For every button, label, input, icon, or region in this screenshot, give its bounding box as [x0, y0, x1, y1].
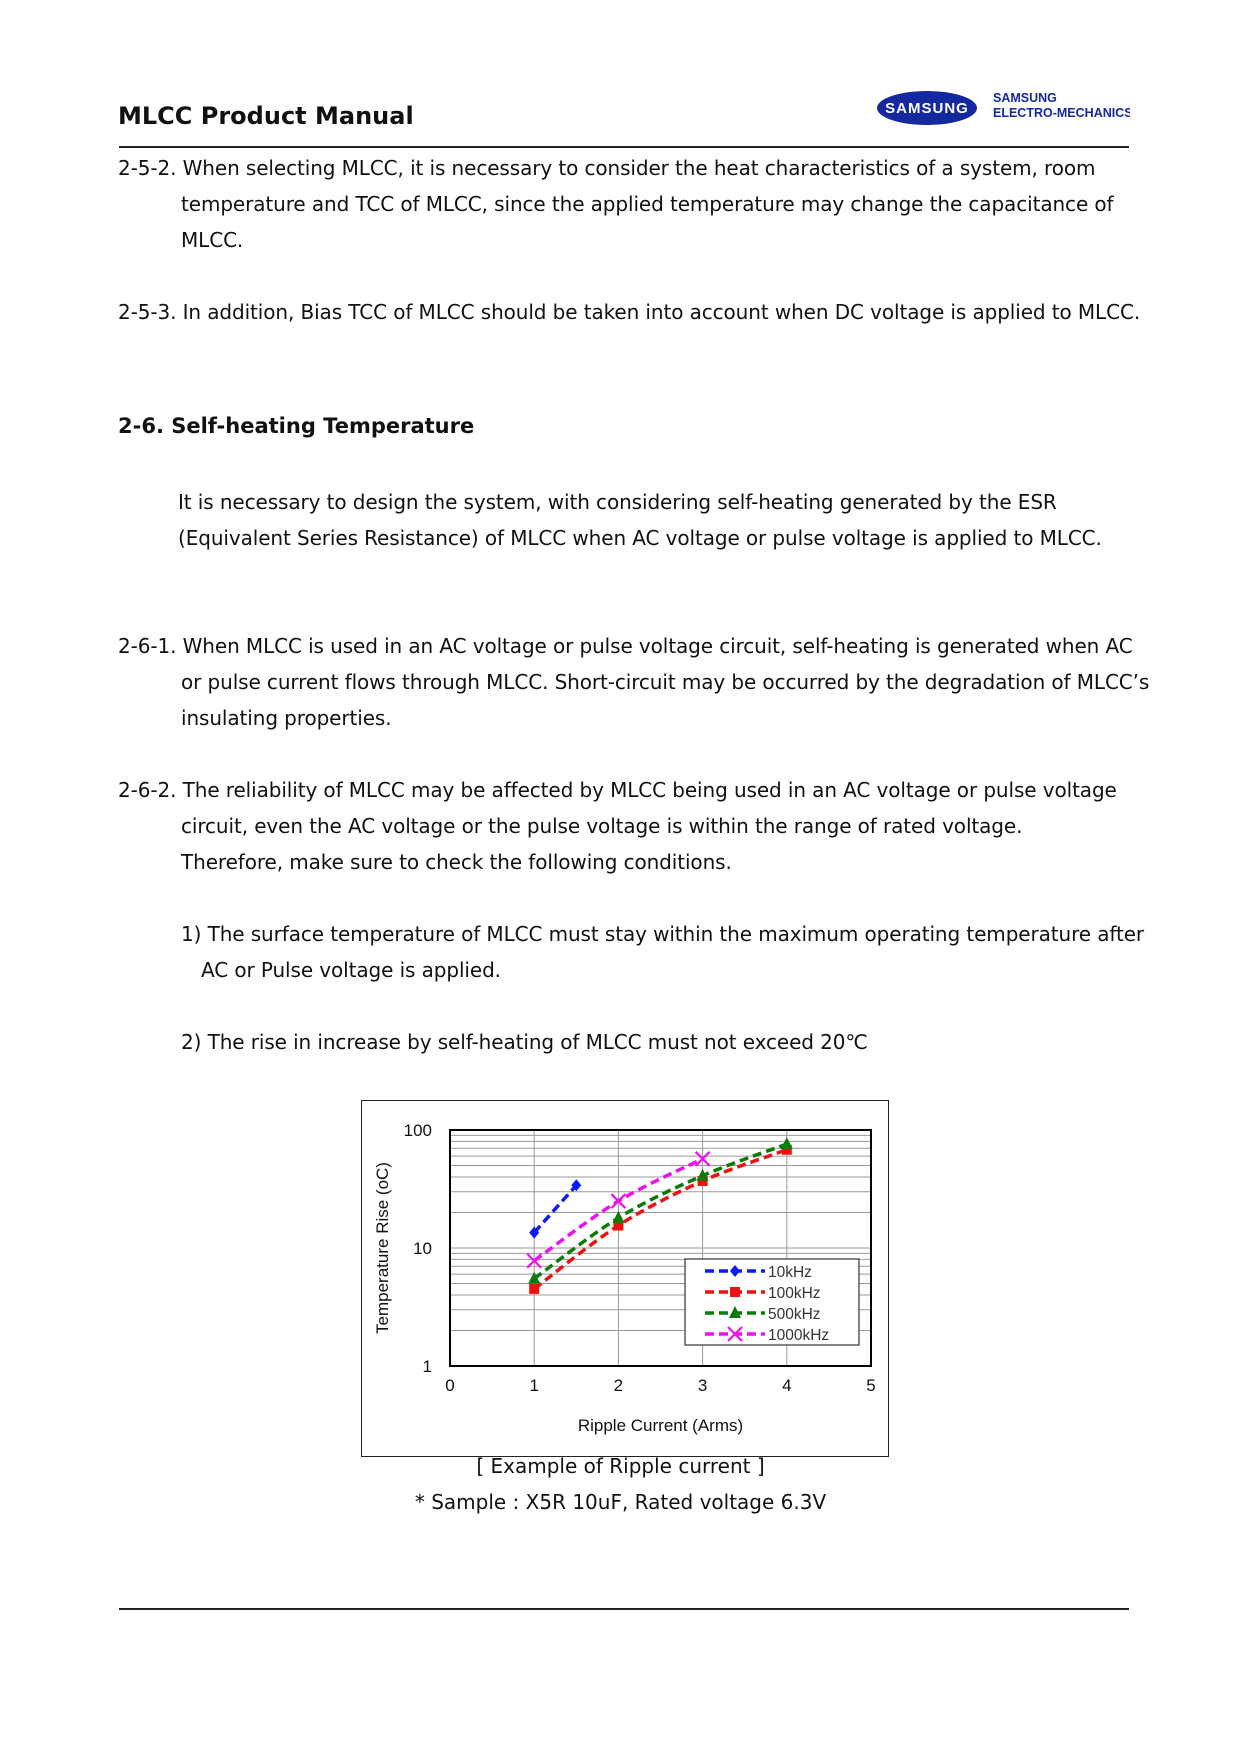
- page-title: MLCC Product Manual: [118, 102, 414, 130]
- x-axis-label: Ripple Current (Arms): [577, 1416, 744, 1435]
- intro-line1: It is necessary to design the system, with considering self-heating generated by the ESR: [178, 490, 1057, 514]
- para-2-5-3: 2-5-3. In addition, Bias TCC of MLCC should be taken into account when DC voltage is applied to MLCC.: [118, 300, 1141, 324]
- legend-label: 100kHz: [768, 1285, 821, 1302]
- condition-1-line1: 1) The surface temperature of MLCC must stay within the maximum operating temperature after: [181, 922, 1145, 946]
- logo-company-line1: SAMSUNG: [993, 91, 1057, 105]
- x-tick-label: 4: [782, 1376, 792, 1395]
- legend-label: 500kHz: [768, 1306, 821, 1323]
- x-tick-label: 3: [697, 1376, 708, 1395]
- legend-label: 10kHz: [768, 1264, 812, 1281]
- x-tick-label: 5: [866, 1376, 876, 1395]
- para-2-5-2-line1: 2-5-2. When selecting MLCC, it is necessary to consider the heat characteristics of a system, room: [118, 156, 1096, 180]
- header-divider: [119, 146, 1129, 148]
- section-heading-2-6: 2-6. Self-heating Temperature: [118, 414, 475, 438]
- footer-divider: [119, 1608, 1129, 1610]
- ripple-current-chart: [361, 1100, 889, 1457]
- legend-label: 1000kHz: [768, 1327, 830, 1344]
- para-2-6-1-line2: or pulse current flows through MLCC. Short-circuit may be occurred by the degradation of MLCC’s: [181, 670, 1150, 694]
- legend: [685, 1259, 859, 1345]
- condition-1-line2: AC or Pulse voltage is applied.: [201, 958, 501, 982]
- samsung-logo: [875, 88, 1130, 128]
- para-2-6-2-line3: Therefore, make sure to check the following conditions.: [181, 850, 732, 874]
- logo-company-line2: ELECTRO-MECHANICS: [993, 106, 1130, 120]
- y-tick-label: 1: [422, 1357, 432, 1376]
- logo-wordmark: SAMSUNG: [885, 100, 969, 117]
- y-tick-label: 10: [413, 1239, 432, 1258]
- figure-sample-note: * Sample : X5R 10uF, Rated voltage 6.3V: [414, 1490, 827, 1514]
- condition-2: 2) The rise in increase by self-heating of MLCC must not exceed 20℃: [181, 1030, 868, 1054]
- para-2-5-2-line3: MLCC.: [181, 228, 244, 252]
- para-2-6-1-line3: insulating properties.: [181, 706, 392, 730]
- para-2-5-2-line2: temperature and TCC of MLCC, since the applied temperature may change the capacitance of: [181, 192, 1114, 216]
- x-tick-label: 1: [529, 1376, 539, 1395]
- para-2-6-2-line1: 2-6-2. The reliability of MLCC may be affected by MLCC being used in an AC voltage or pulse voltage: [118, 778, 1117, 802]
- figure-caption: [ Example of Ripple current ]: [476, 1454, 765, 1478]
- chart-svg: [362, 1101, 887, 1455]
- y-tick-label: 100: [403, 1121, 432, 1140]
- data-point-100kHz: [529, 1284, 539, 1294]
- y-axis-label: Temperature Rise (oC): [373, 1162, 392, 1334]
- samsung-logo-graphic: [875, 88, 1130, 128]
- intro-line2: (Equivalent Series Resistance) of MLCC when AC voltage or pulse voltage is applied to MLCC.: [178, 526, 1102, 550]
- legend-swatch-marker: [730, 1287, 740, 1297]
- para-2-6-2-line2: circuit, even the AC voltage or the pulse voltage is within the range of rated voltage.: [181, 814, 1023, 838]
- x-tick-label: 2: [613, 1376, 624, 1395]
- x-tick-label: 0: [445, 1376, 455, 1395]
- para-2-6-1-line1: 2-6-1. When MLCC is used in an AC voltage or pulse voltage circuit, self-heating is generated when AC: [118, 634, 1133, 658]
